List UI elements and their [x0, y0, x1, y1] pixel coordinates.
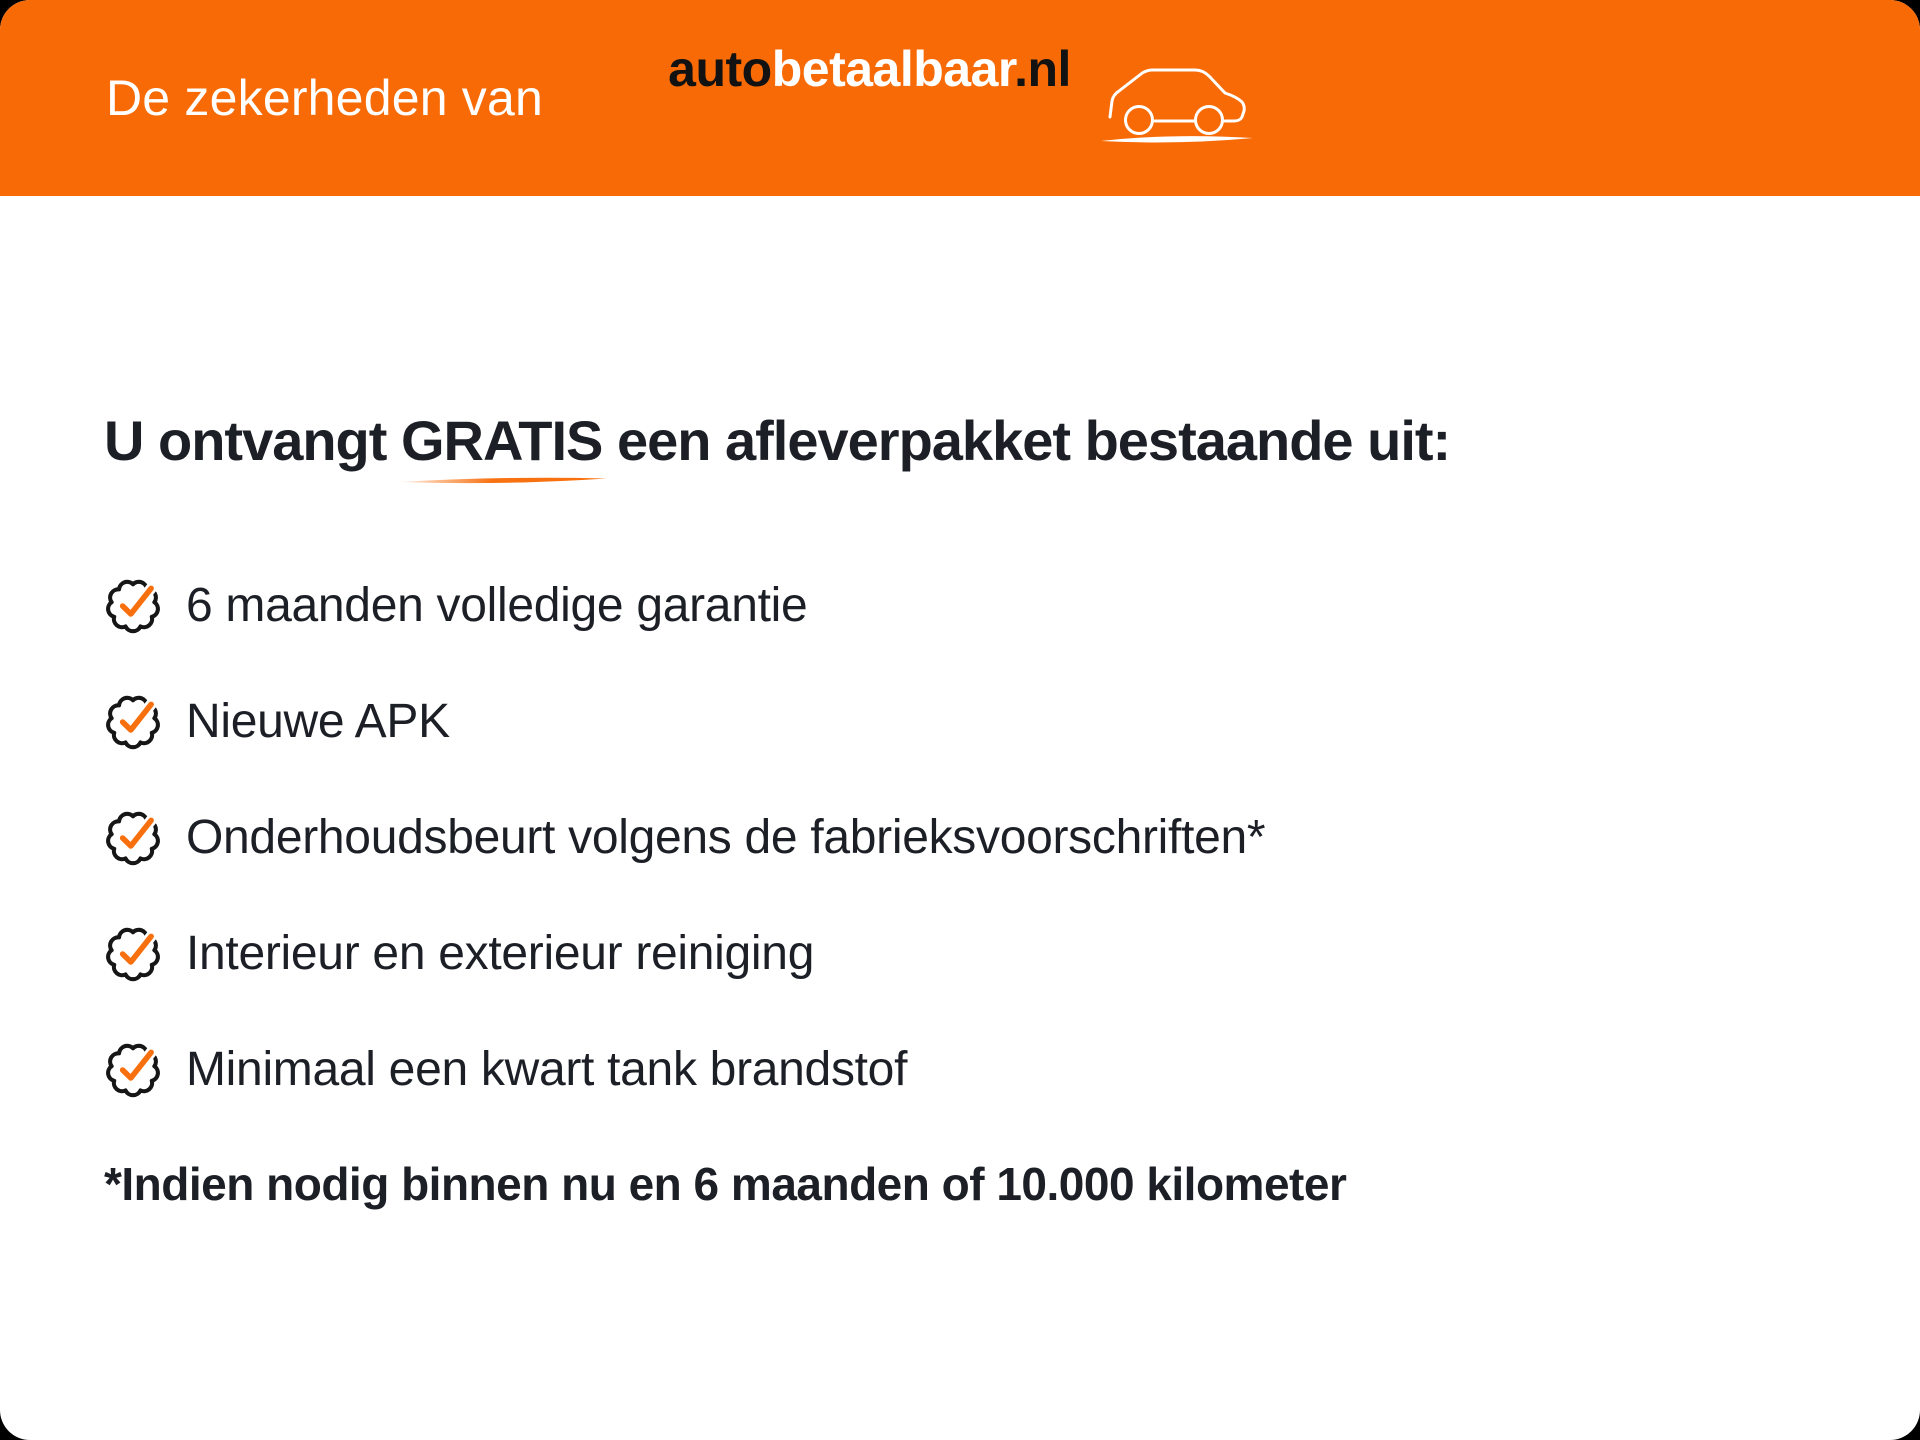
header-prefix-text: De zekerheden van	[106, 70, 544, 126]
list-item	[104, 693, 1840, 751]
list-item-label: 6 maanden volledige garantie	[186, 579, 808, 633]
list-item-label: Interieur en exterieur reiniging	[186, 927, 815, 981]
list-item-label: Minimaal een kwart tank brandstof	[186, 1043, 908, 1097]
list-item	[104, 577, 1840, 635]
header-line	[106, 0, 1262, 214]
gear-check-icon	[104, 925, 162, 983]
gear-check-icon	[104, 809, 162, 867]
page-title	[104, 409, 1840, 472]
gratis-text: GRATIS	[400, 409, 603, 472]
heading-highlight-gratis	[400, 409, 603, 472]
heading-post: een afleverpakket bestaande uit:	[602, 409, 1451, 472]
brand-part-betaalbaar: betaalbaar	[771, 41, 1015, 97]
gear-check-icon	[104, 1041, 162, 1099]
gear-check-icon	[104, 693, 162, 751]
car-ground-swoosh	[1101, 136, 1253, 142]
brand-part-nl: .nl	[1014, 41, 1071, 97]
brand-underline-swoosh	[669, 213, 1139, 232]
footnote-text: *Indien nodig binnen nu en 6 maanden of 10.000 kilometer	[104, 1157, 1347, 1210]
list-item	[104, 925, 1840, 983]
brand-part-auto: auto	[668, 41, 772, 97]
car-outline-icon	[1097, 53, 1262, 149]
benefits-list	[104, 577, 1840, 1099]
list-item	[104, 1041, 1840, 1099]
header-banner	[0, 0, 1920, 196]
list-item	[104, 809, 1840, 867]
gear-check-icon	[104, 577, 162, 635]
list-item-label: Nieuwe APK	[186, 695, 450, 749]
list-item-label: Onderhoudsbeurt volgens de fabrieksvoorschriften*	[186, 811, 1266, 865]
gratis-underline-swoosh	[399, 476, 606, 486]
brand-logo	[561, 0, 1071, 214]
heading-pre: U ontvangt	[104, 409, 401, 472]
main-content	[0, 409, 1920, 1211]
